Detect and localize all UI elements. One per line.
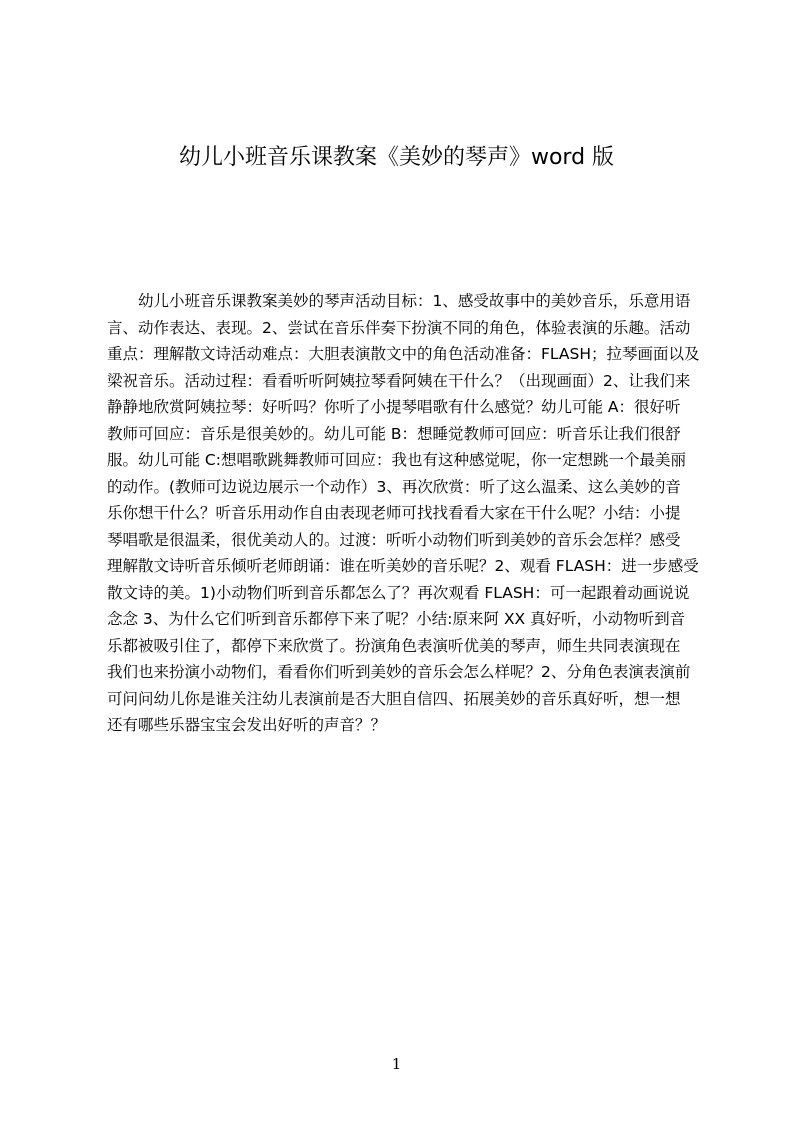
paragraph-line: 还有哪些乐器宝宝会发出好听的声音？？ <box>107 716 387 734</box>
paragraph-line: 乐你想干什么？听音乐用动作自由表现老师可找找看看大家在干什么呢？小结：小提 <box>107 504 681 522</box>
paragraph-line: 教师可回应：音乐是很美妙的。幼儿可能 B：想睡觉教师可回应：听音乐让我们很舒 <box>107 424 681 443</box>
paragraph-line: 服。幼儿可能 C:想唱歌跳舞教师可回应：我也有这种感觉呢，你一定想跳一个最美丽 <box>107 451 686 469</box>
paragraph-line: 重点：理解散文诗活动难点：大胆表演散文中的角色活动准备：FLASH；拉琴画面以及 <box>107 345 700 363</box>
paragraph-line: 乐都被吸引住了，都停下来欣赏了。扮演角色表演听优美的琴声，师生共同表演现在 <box>107 636 681 655</box>
paragraph-line: 琴唱歌是很温柔，很优美动人的。过渡：听听小动物们听到美妙的音乐会怎样？感受 <box>107 530 681 549</box>
paragraph-line: 的动作。(教师可边说边展示一个动作）3、再次欣赏：听了这么温柔、这么美妙的音 <box>107 477 681 496</box>
paragraph-line: 念念 3、为什么它们听到音乐都停下来了呢？小结:原来阿 XX 真好听，小动物听到音 <box>107 610 686 628</box>
paragraph-line: 静静地欣赏阿姨拉琴：好听吗？你听了小提琴唱歌有什么感觉？幼儿可能 A：很好听 <box>107 398 681 416</box>
page-number: 1 <box>391 1055 402 1073</box>
paragraph-line: 言、动作表达、表现。2、尝试在音乐伴奏下扮演不同的角色，体验表演的乐趣。活动 <box>107 318 691 337</box>
paragraph-line: 幼儿小班音乐课教案美妙的琴声活动目标：1、感受故事中的美妙音乐，乐意用语 <box>138 292 691 310</box>
body-paragraph <box>107 288 711 739</box>
paragraph-line: 我们也来扮演小动物们，看看你们听到美妙的音乐会怎么样呢？2、分角色表演表演前 <box>107 663 691 681</box>
document-title: 幼儿小班音乐课教案《美妙的琴声》word 版 <box>178 145 615 170</box>
paragraph-line: 梁祝音乐。活动过程：看看听听阿姨拉琴看阿姨在干什么？（出现画面）2、让我们来 <box>107 371 691 390</box>
paragraph-line: 可问问幼儿你是谁关注幼儿表演前是否大胆自信四、拓展美妙的音乐真好听，想一想 <box>107 689 681 708</box>
paragraph-line: 理解散文诗听音乐倾听老师朗诵：谁在听美妙的音乐呢？2、观看 FLASH：进一步感受 <box>107 557 699 575</box>
paragraph-line: 散文诗的美。1)小动物们听到音乐都怎么了？再次观看 FLASH：可一起跟着动画说说 <box>107 583 690 602</box>
